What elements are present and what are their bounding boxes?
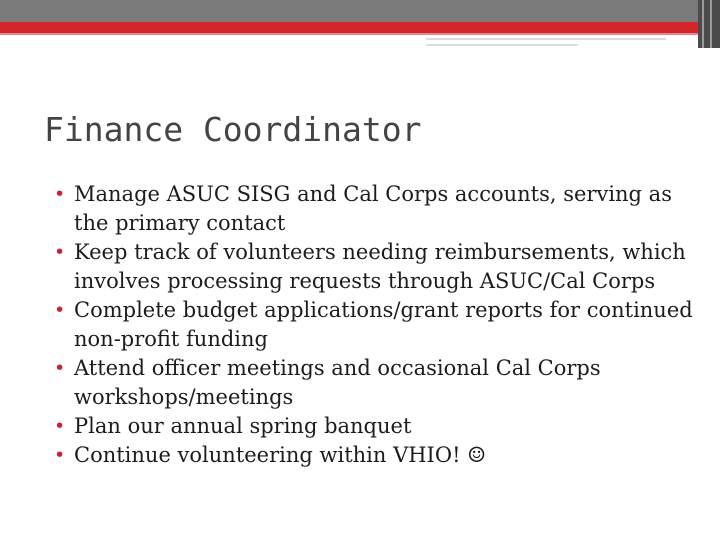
bullet-dot-icon: •	[54, 357, 66, 379]
bullet-text: Complete budget applications/grant reports for continued non-profit funding	[74, 298, 693, 351]
header-accent-line	[426, 44, 578, 46]
bullet-text: Attend officer meetings and occasional Cal Corps workshops/meetings	[74, 356, 601, 409]
bullet-dot-icon: •	[54, 415, 66, 437]
bullet-item	[54, 296, 694, 354]
bullet-text: Plan our annual spring banquet	[74, 414, 412, 438]
slide-title: Finance Coordinator	[44, 110, 422, 149]
bullet-item	[54, 354, 694, 412]
corner-tab-stripe	[710, 0, 712, 48]
bullet-item	[54, 412, 694, 441]
bullet-dot-icon: •	[54, 241, 66, 263]
bullet-item	[54, 238, 694, 296]
header-red-band	[0, 22, 698, 33]
bullet-text: Manage ASUC SISG and Cal Corps accounts, serving as the primary contact	[74, 182, 672, 235]
bullet-item	[54, 180, 694, 238]
header-thin-band	[0, 33, 698, 35]
corner-tab-stripe	[702, 0, 704, 48]
bullet-text: Continue volunteering within VHIO! ☺	[74, 443, 487, 467]
header-accent-line	[426, 38, 666, 40]
bullet-list	[54, 180, 694, 470]
header-gray-band	[0, 0, 720, 22]
bullet-text: Keep track of volunteers needing reimbursements, which involves processing requests through ASUC/Cal Corps	[74, 240, 686, 293]
bullet-item	[54, 441, 694, 470]
bullet-dot-icon: •	[54, 183, 66, 205]
bullet-dot-icon: •	[54, 444, 66, 466]
bullet-dot-icon: •	[54, 299, 66, 321]
